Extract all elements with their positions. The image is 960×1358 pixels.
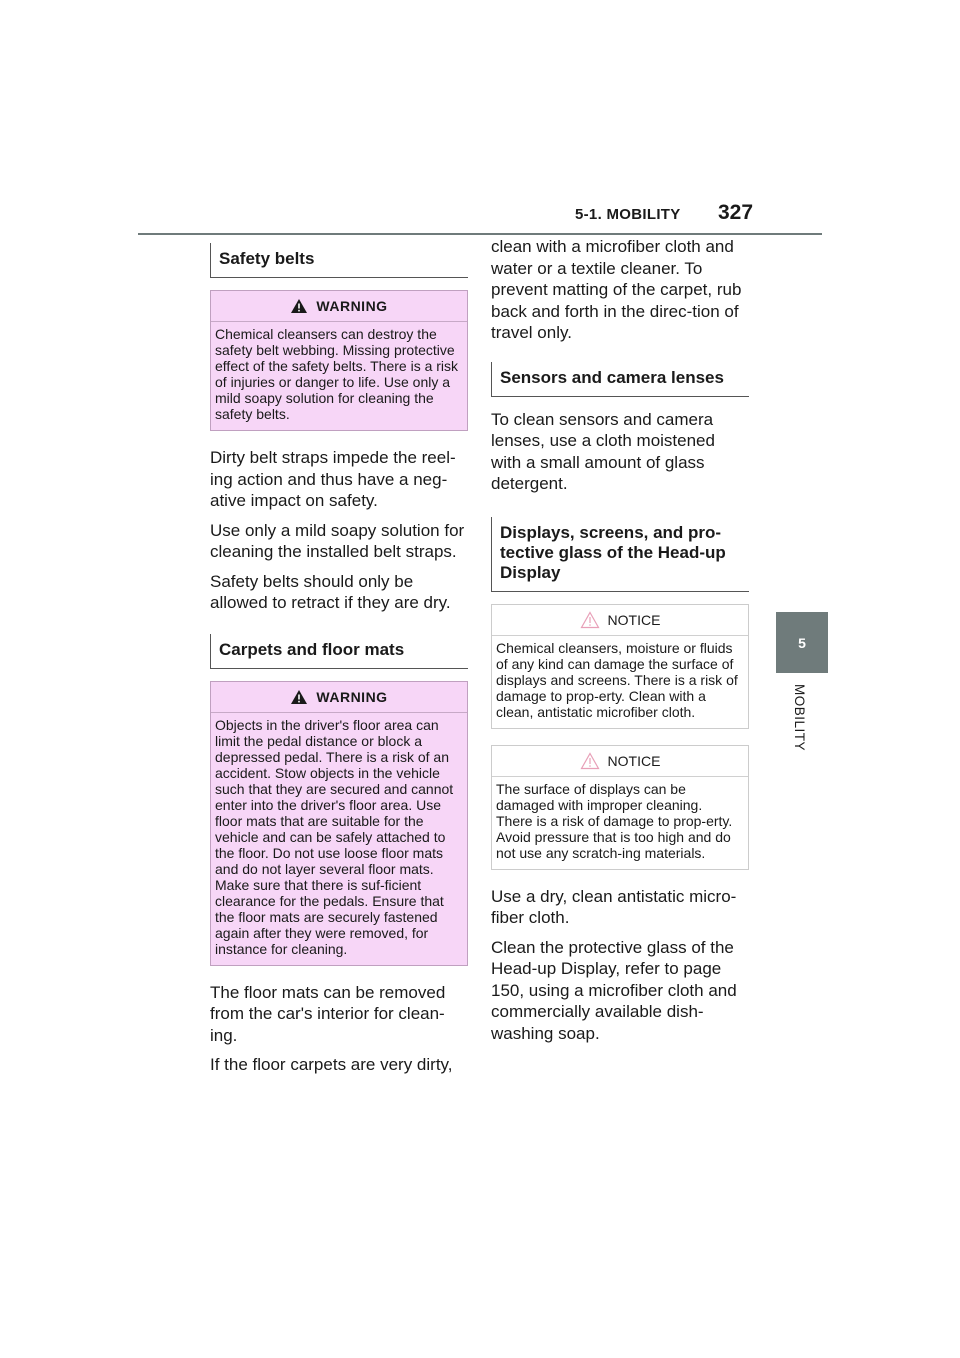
chapter-tab [776, 612, 828, 673]
notice-box-displays-2 [491, 745, 749, 870]
paragraph: The floor mats can be removed from the car's interior for clean-ing. [210, 982, 446, 1045]
heading-carpets: Carpets and floor mats [210, 634, 468, 669]
paragraph: Clean the protective glass of the Head-up Display, refer to page 150, using a microfiber cloth and commercially available dish-washing soap. [491, 937, 737, 1043]
warning-box-safety-belts [210, 290, 468, 431]
paragraph: Use only a mild soapy solution for cleaning the installed belt straps. [210, 520, 465, 561]
warning-label: WARNING [316, 688, 388, 705]
warning-box-title [211, 291, 467, 322]
heading-sensors: Sensors and camera lenses [491, 362, 749, 397]
warning-triangle-filled-icon [290, 298, 308, 314]
notice-box-displays-1 [491, 604, 749, 729]
notice-text: The surface of displays can be damaged with improper cleaning. There is a risk of damage to prop-erty. Avoid pressure that is too high and do not use any scratch-ing materials. [496, 780, 733, 861]
paragraph: Safety belts should only be allowed to retract if they are dry. [210, 571, 451, 612]
paragraph: If the floor carpets are very dirty, [210, 1055, 453, 1074]
header-divider [138, 233, 822, 235]
right-column [491, 236, 749, 1052]
warning-triangle-filled-icon [290, 689, 308, 705]
chapter-label: MOBILITY [792, 684, 807, 752]
page-number: 327 [718, 201, 754, 224]
notice-triangle-outline-icon [580, 752, 600, 770]
warning-label: WARNING [316, 298, 388, 314]
paragraph: To clean sensors and camera lenses, use a cloth moistened with a small amount of glass detergent. [491, 409, 715, 493]
warning-text: Chemical cleansers can destroy the safety belt webbing. Missing protective effect of the safety belts. There is a risk of injuries or danger to life. Use only a mild soapy solution for cleaning the safety belts. [215, 326, 459, 422]
notice-box-title [492, 746, 748, 777]
chapter-number: 5 [798, 634, 806, 651]
paragraph: Dirty belt straps impede the reel-ing action and thus have a neg-ative impact on safety. [210, 448, 456, 510]
notice-label: NOTICE [607, 752, 661, 769]
section-title: 5-1. MOBILITY [575, 206, 681, 223]
warning-text: Objects in the driver's floor area can limit the pedal distance or block a depressed pedal. There is a risk of an accident. Stow objects in the vehicle such that they are secured and cannot enter into the driver's floor area. Use floor mats that are suitable for the vehicle and can be safely attached to the floor. Do not use loose floor mats and do not layer several floor mats. Make sure that there is suf-ficient clearance for the pedals. Ensure that the floor mats are securely fastened again after they were removed, for instance for cleaning. [215, 716, 454, 957]
paragraph: clean with a microfiber cloth and water or a textile cleaner. To prevent matting of the carpet, rub back and forth in the direc-tion of travel only. [491, 237, 742, 342]
paragraph: Use a dry, clean antistatic micro-fiber cloth. [491, 886, 737, 927]
warning-box-carpets [210, 681, 468, 966]
notice-label: NOTICE [607, 611, 661, 628]
notice-triangle-outline-icon [580, 611, 600, 629]
warning-box-title [211, 682, 467, 713]
notice-box-title [492, 605, 748, 636]
left-column [210, 243, 468, 1084]
heading-displays: Displays, screens, and pro-tective glass of the Head-up Display [491, 517, 749, 592]
heading-safety-belts: Safety belts [210, 243, 468, 278]
notice-text: Chemical cleansers, moisture or fluids of any kind can damage the surface of displays and screens. There is a risk of damage to prop-erty. Clean with a clean, antistatic microfiber cloth. [496, 639, 738, 720]
